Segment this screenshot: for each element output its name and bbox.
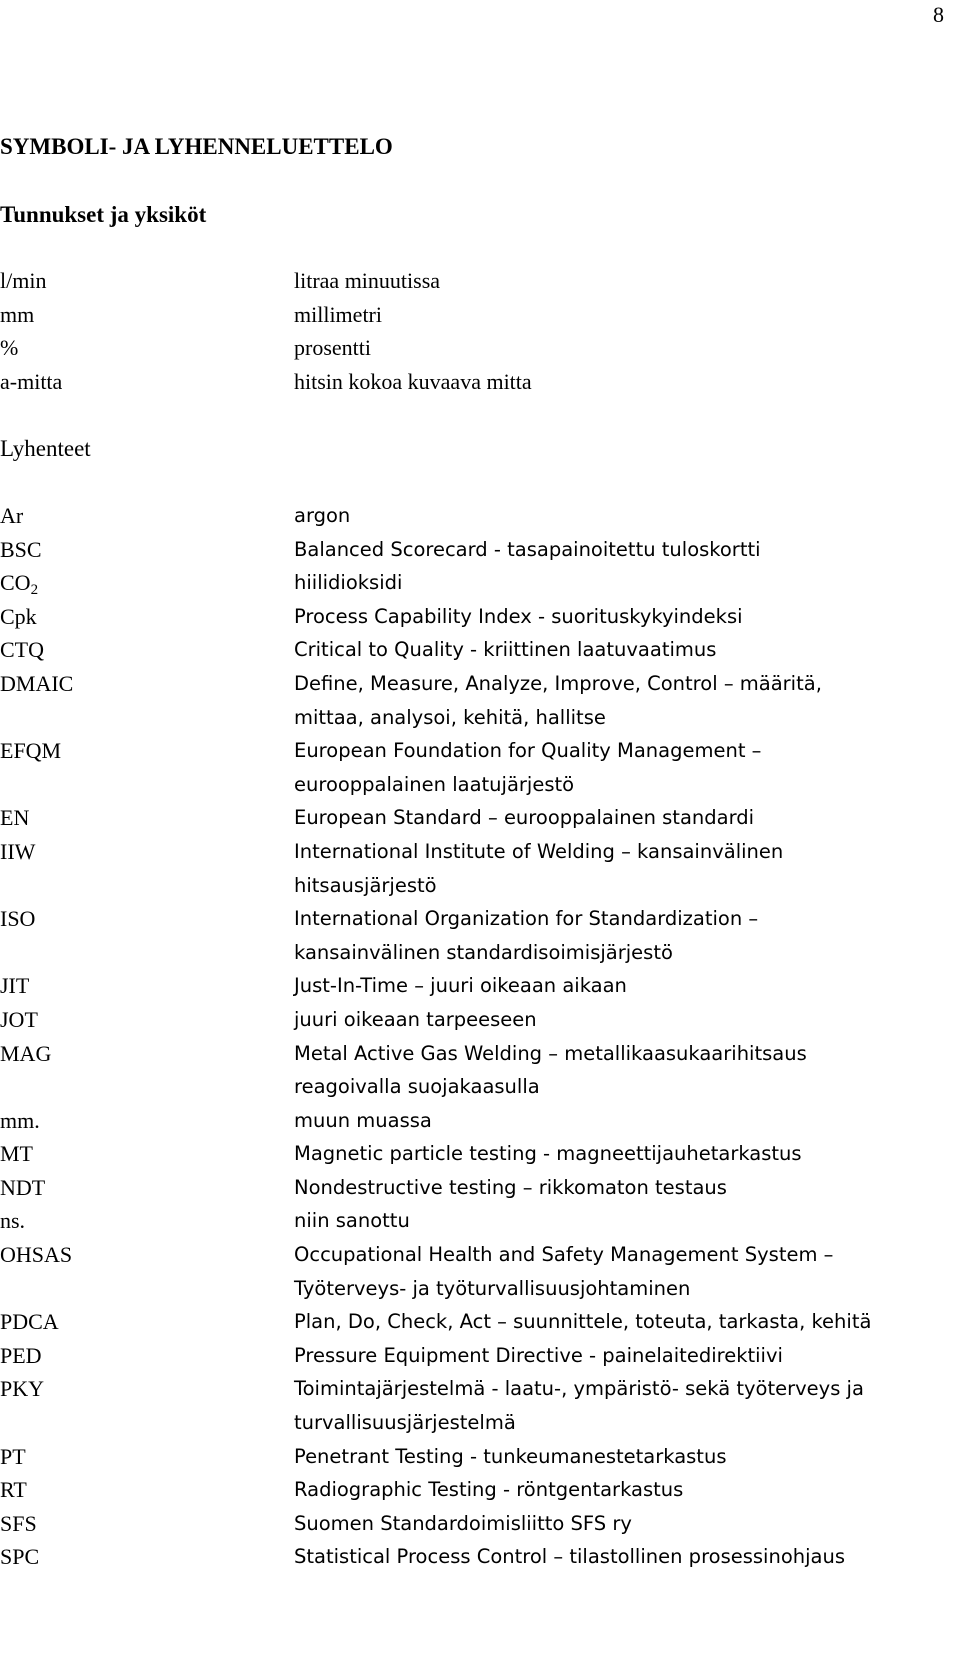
abbreviation-row xyxy=(0,1507,934,1541)
abbreviation-definition: Define, Measure, Analyze, Improve, Control – määritä, mittaa, analysoi, kehitä, hallitse xyxy=(294,671,822,729)
abbreviation-definition: Magnetic particle testing - magneettijauhetarkastus xyxy=(294,1142,802,1166)
abbreviation-row xyxy=(0,533,934,567)
abbreviation-term: BSC xyxy=(0,536,42,562)
units-heading: Tunnukset ja yksiköt xyxy=(0,202,207,227)
abbreviation-definition: niin sanottu xyxy=(294,1209,410,1233)
abbreviation-term: Ar xyxy=(0,503,24,528)
section-title: SYMBOLI- JA LYHENNELUETTELO xyxy=(0,134,393,159)
abbreviation-definition: European Foundation for Quality Management – eurooppalainen laatujärjestö xyxy=(294,739,762,796)
abbreviation-definition: Critical to Quality - kriittinen laatuvaatimus xyxy=(294,638,717,662)
abbreviation-term: SPC xyxy=(0,1544,40,1570)
abbreviation-term-subscript: 2 xyxy=(30,582,39,599)
abbreviation-row xyxy=(0,1204,934,1238)
abbreviation-term: PT xyxy=(0,1443,26,1469)
abbreviation-definition: Nondestructive testing – rikkomaton testaus xyxy=(294,1175,727,1199)
abbreviation-row xyxy=(0,667,934,734)
abbreviation-term: EFQM xyxy=(0,738,62,764)
abbreviation-term: PDCA xyxy=(0,1309,59,1335)
unit-definition: hitsin kokoa kuvaava mitta xyxy=(294,368,532,394)
abbreviation-term: ISO xyxy=(0,906,36,932)
abbreviation-row xyxy=(0,1440,934,1474)
abbreviation-row xyxy=(0,1238,934,1305)
abbreviation-definition: Suomen Standardoimisliitto SFS ry xyxy=(294,1511,632,1535)
abbreviation-definition: Process Capability Index - suorituskykyindeksi xyxy=(294,604,743,628)
abbreviation-definition: argon xyxy=(294,504,351,527)
abbreviation-row xyxy=(0,1037,934,1104)
abbreviation-term: PKY xyxy=(0,1376,45,1402)
abbreviation-term: RT xyxy=(0,1477,27,1503)
abbreviation-definition: Statistical Process Control – tilastollinen prosessinohjaus xyxy=(294,1545,846,1569)
abbreviation-term: JOT xyxy=(0,1006,38,1032)
unit-term: a-mitta xyxy=(0,368,63,394)
abbreviation-row xyxy=(0,1305,934,1339)
unit-definition: prosentti xyxy=(294,335,371,361)
abbreviation-term xyxy=(0,566,294,600)
unit-term: mm xyxy=(0,301,35,327)
abbreviation-row xyxy=(0,969,934,1003)
abbreviation-row xyxy=(0,835,934,902)
abbreviation-term-base: CO xyxy=(0,570,31,596)
abbreviation-definition: International Organization for Standardization – kansainvälinen standardisoimisjärjestö xyxy=(294,907,759,964)
unit-term: % xyxy=(0,335,19,361)
abbreviation-row xyxy=(0,1003,934,1037)
abbreviation-row xyxy=(0,1339,934,1373)
abbreviation-row xyxy=(0,633,934,667)
abbreviation-row xyxy=(0,1473,934,1507)
unit-row xyxy=(0,264,934,298)
abbreviation-row xyxy=(0,734,934,801)
abbreviation-term: PED xyxy=(0,1342,42,1368)
abbreviation-term: JIT xyxy=(0,973,30,999)
abbreviation-definition: Pressure Equipment Directive - painelaitedirektiivi xyxy=(294,1343,783,1367)
abbreviation-term: NDT xyxy=(0,1174,46,1200)
units-list xyxy=(0,264,934,398)
abbreviation-row xyxy=(0,1540,934,1574)
abbreviation-definition: hiilidioksidi xyxy=(294,571,403,595)
abbreviation-definition: Toimintajärjestelmä - laatu-, ympäristö- sekä työterveys ja turvallisuusjärjestelmä xyxy=(294,1377,864,1435)
abbreviation-term: IIW xyxy=(0,838,36,864)
abbreviation-term: mm. xyxy=(0,1107,40,1133)
abbreviation-definition: juuri oikeaan tarpeeseen xyxy=(294,1007,537,1031)
abbreviation-term: DMAIC xyxy=(0,670,74,696)
abbreviation-row xyxy=(0,499,934,533)
abbreviation-row xyxy=(0,1137,934,1171)
abbreviation-definition: Plan, Do, Check, Act – suunnittele, toteuta, tarkasta, kehitä xyxy=(294,1310,872,1334)
abbreviations-heading: Lyhenteet xyxy=(0,436,91,461)
abbreviation-definition: European Standard – eurooppalainen standardi xyxy=(294,806,755,830)
abbreviation-term: OHSAS xyxy=(0,1242,73,1268)
unit-definition: millimetri xyxy=(294,301,382,327)
abbreviation-row xyxy=(0,1372,934,1439)
abbreviation-term: CTQ xyxy=(0,637,44,663)
abbreviation-definition: Penetrant Testing - tunkeumanestetarkastus xyxy=(294,1444,727,1468)
unit-term: l/min xyxy=(0,268,47,293)
abbreviation-definition: muun muassa xyxy=(294,1108,432,1132)
abbreviation-definition: Balanced Scorecard - tasapainoitettu tuloskortti xyxy=(294,537,761,561)
abbreviation-definition: Radiographic Testing - röntgentarkastus xyxy=(294,1478,684,1502)
unit-row xyxy=(0,331,934,365)
abbreviations-list xyxy=(0,499,934,1574)
abbreviation-term: EN xyxy=(0,805,30,831)
unit-row xyxy=(0,298,934,332)
abbreviation-definition: Occupational Health and Safety Management System – Työterveys- ja työturvallisuusjohtaminen xyxy=(294,1243,834,1300)
abbreviation-term: ns. xyxy=(0,1208,26,1234)
abbreviation-definition: Metal Active Gas Welding – metallikaasukaarihitsaus reagoivalla suojakaasulla xyxy=(294,1041,807,1099)
abbreviation-row xyxy=(0,902,934,969)
abbreviation-row xyxy=(0,1104,934,1138)
abbreviation-row xyxy=(0,801,934,835)
unit-definition: litraa minuutissa xyxy=(294,268,441,293)
abbreviation-definition: International Institute of Welding – kansainvälinen hitsausjärjestö xyxy=(294,839,784,897)
abbreviation-term: MT xyxy=(0,1141,33,1167)
abbreviation-term: Cpk xyxy=(0,603,37,629)
abbreviation-row xyxy=(0,566,934,600)
abbreviation-term: MAG xyxy=(0,1040,52,1066)
abbreviation-row xyxy=(0,600,934,634)
page-number: 8 xyxy=(933,2,944,27)
abbreviation-term: SFS xyxy=(0,1510,37,1536)
abbreviation-row xyxy=(0,1171,934,1205)
unit-row xyxy=(0,365,934,399)
abbreviation-definition: Just-In-Time – juuri oikeaan aikaan xyxy=(294,974,627,998)
